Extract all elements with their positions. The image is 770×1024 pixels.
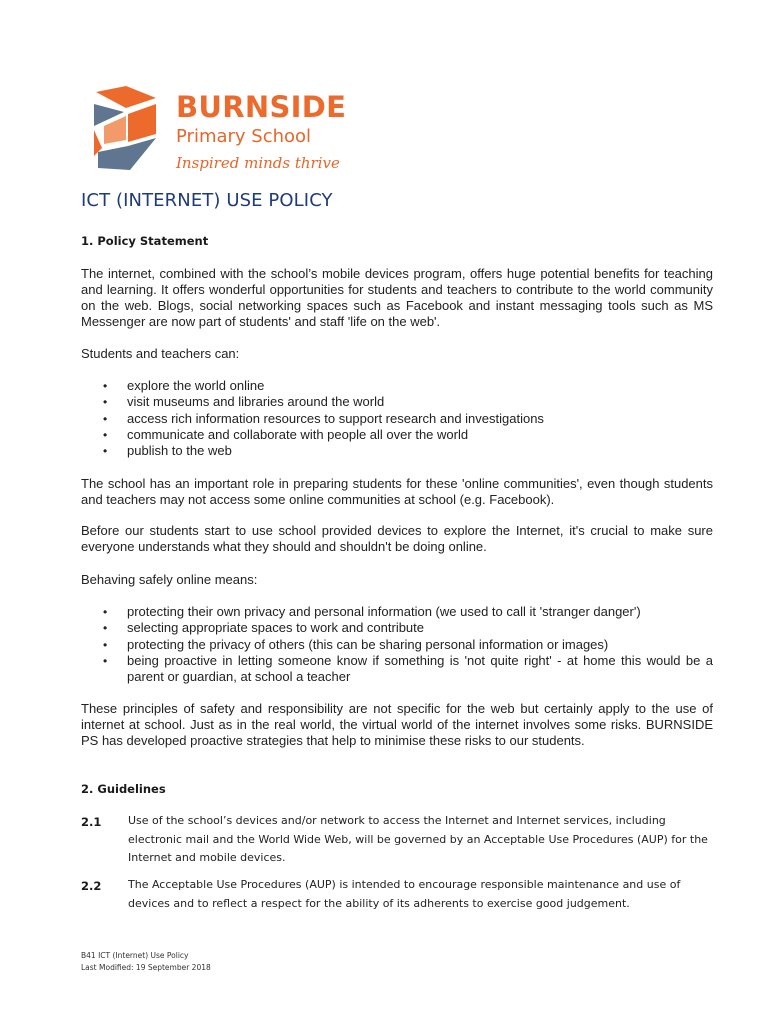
school-logo — [90, 86, 390, 178]
logo-school-name: BURNSIDE — [176, 90, 347, 124]
logo-tagline: Inspired minds thrive — [176, 154, 340, 172]
role-paragraph: The school has an important role in preparing students for these 'online communities', even though students and teachers may not access some online communities at school (e.g. Facebook). — [81, 476, 713, 507]
list-item: • visit museums and libraries around the world — [103, 394, 713, 410]
list-item: • explore the world online — [103, 378, 713, 394]
list-item: • access rich information resources to support research and investigations — [103, 411, 713, 427]
guideline-text: The Acceptable Use Procedures (AUP) is intended to encourage responsible maintenance and use of devices and to reflect a respect for the ability of its adherents to exercise good judgement. — [128, 878, 681, 910]
guideline-text: Use of the school’s devices and/or network to access the Internet and Internet services, including electronic mail and the World Wide Web, will be governed by an Acceptable Use Procedures (AUP) for the Internet and mobile devices. — [128, 814, 708, 864]
guideline-number: 2.2 — [81, 879, 102, 893]
safe-lead-text: Behaving safely online means: — [81, 572, 258, 587]
list-item: • protecting the privacy of others (this can be sharing personal information or images) — [103, 637, 713, 653]
can-list — [103, 378, 713, 459]
principles-paragraph: These principles of safety and responsibility are not specific for the web but certainly apply to the use of internet at school. Just as in the real world, the virtual world of the internet involves some risks. BURNSIDE PS has developed proactive strategies that help to minimise these risks to our students. — [81, 701, 713, 748]
footer-policy-name: B41 ICT (Internet) Use Policy — [81, 951, 189, 960]
list-item: • publish to the web — [103, 443, 713, 459]
list-item: • communicate and collaborate with people all over the world — [103, 427, 713, 443]
logo-subtitle: Primary School — [176, 126, 312, 147]
can-lead-text: Students and teachers can: — [81, 346, 240, 361]
document-title: ICT (INTERNET) USE POLICY — [81, 190, 333, 211]
section-2-heading: 2. Guidelines — [81, 782, 166, 796]
intro-paragraph: The internet, combined with the school’s mobile devices program, offers huge potential benefits for teaching and learning. It offers wonderful opportunities for students and teachers to contribute to the world community on the web. Blogs, social networking spaces such as Facebook and instant messaging tools such as MS Messenger are now part of students' and staff 'life on the web'. — [81, 266, 713, 329]
list-item: • selecting appropriate spaces to work and contribute — [103, 620, 713, 636]
page-footer — [81, 950, 211, 974]
logo-emblem-icon — [90, 86, 160, 174]
list-item: • protecting their own privacy and personal information (we used to call it 'stranger danger') — [103, 604, 713, 620]
guideline-number: 2.1 — [81, 815, 102, 829]
section-1-heading: 1. Policy Statement — [81, 234, 209, 248]
safe-list — [103, 604, 713, 685]
before-paragraph: Before our students start to use school provided devices to explore the Internet, it's crucial to make sure everyone understands what they should and shouldn't be doing online. — [81, 523, 713, 554]
footer-last-modified: Last Modified: 19 September 2018 — [81, 963, 211, 972]
list-item: • being proactive in letting someone know if something is 'not quite right' - at home this would be a parent or guardian, at school a teacher — [103, 653, 713, 686]
